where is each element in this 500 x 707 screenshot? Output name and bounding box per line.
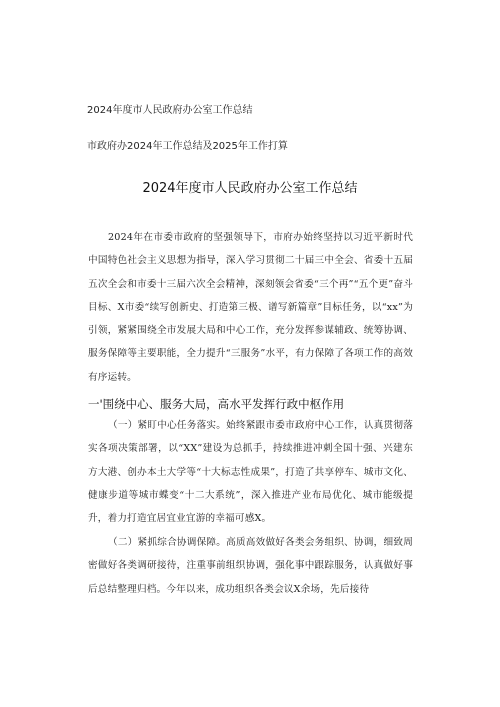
related-link-2024-summary[interactable]: 2024年度市人民政府办公室工作总结 [87, 105, 253, 116]
section-paragraph-2 [88, 531, 413, 601]
section-paragraph-2-text: （二）紧抓综合协调保障。高质高效做好各类会务组织、协调，细致周密做好各类调研接待，注重事前组织协调，强化事中跟踪服务，认真做好事后总结整理归档。今年以来，成功组织各类会议X余场，先后接待 [88, 537, 413, 595]
intro-text: 2024年在市委市政府的坚强领导下，市府办始终坚持以习近平新时代中国特色社会主义思想为指导，深入学习贯彻二十届三中全会、省委十五届五次全会和市委十三届六次全会精神，深刻领会省委“三个再”“五个更”奋斗目标、X市委“续写创新史、打造第三极、谱写新篇章”目标任务，以“xx”为引领，紧紧围绕全市发展大局和中心工作，充分发挥参谋辅政、统筹协调、服务保障等主要职能，全力提升“三服务”水平，有力保障了各项工作的高效有序运转。 [88, 232, 413, 383]
section-paragraph-1-text: （一）紧盯中心任务落实。始终紧跟市委市政府中心工作，认真贯彻落实各项决策部署，以“XX”建设为总抓手，持续推进冲刺全国十强、兴建东方大港、创办本土大学等“十大标志性成果”，打造了共享停车、城市文化、健康步道等城市蝶变“十二大系统”，深入推进产业布局优化、城市能级提升，着力打造宜居宜业宜游的幸福可感X。 [88, 420, 413, 525]
document-title: 2024年度市人民政府办公室工作总结 [142, 181, 358, 196]
section-paragraph-1 [88, 414, 413, 530]
intro-paragraph [88, 226, 413, 389]
related-link-2024-summary-2025-plan[interactable]: 市政府办2024年工作总结及2025年工作打算 [87, 141, 288, 152]
section-heading: 一'围绕中心、服务大局，高水平发挥行政中枢作用 [88, 397, 345, 411]
